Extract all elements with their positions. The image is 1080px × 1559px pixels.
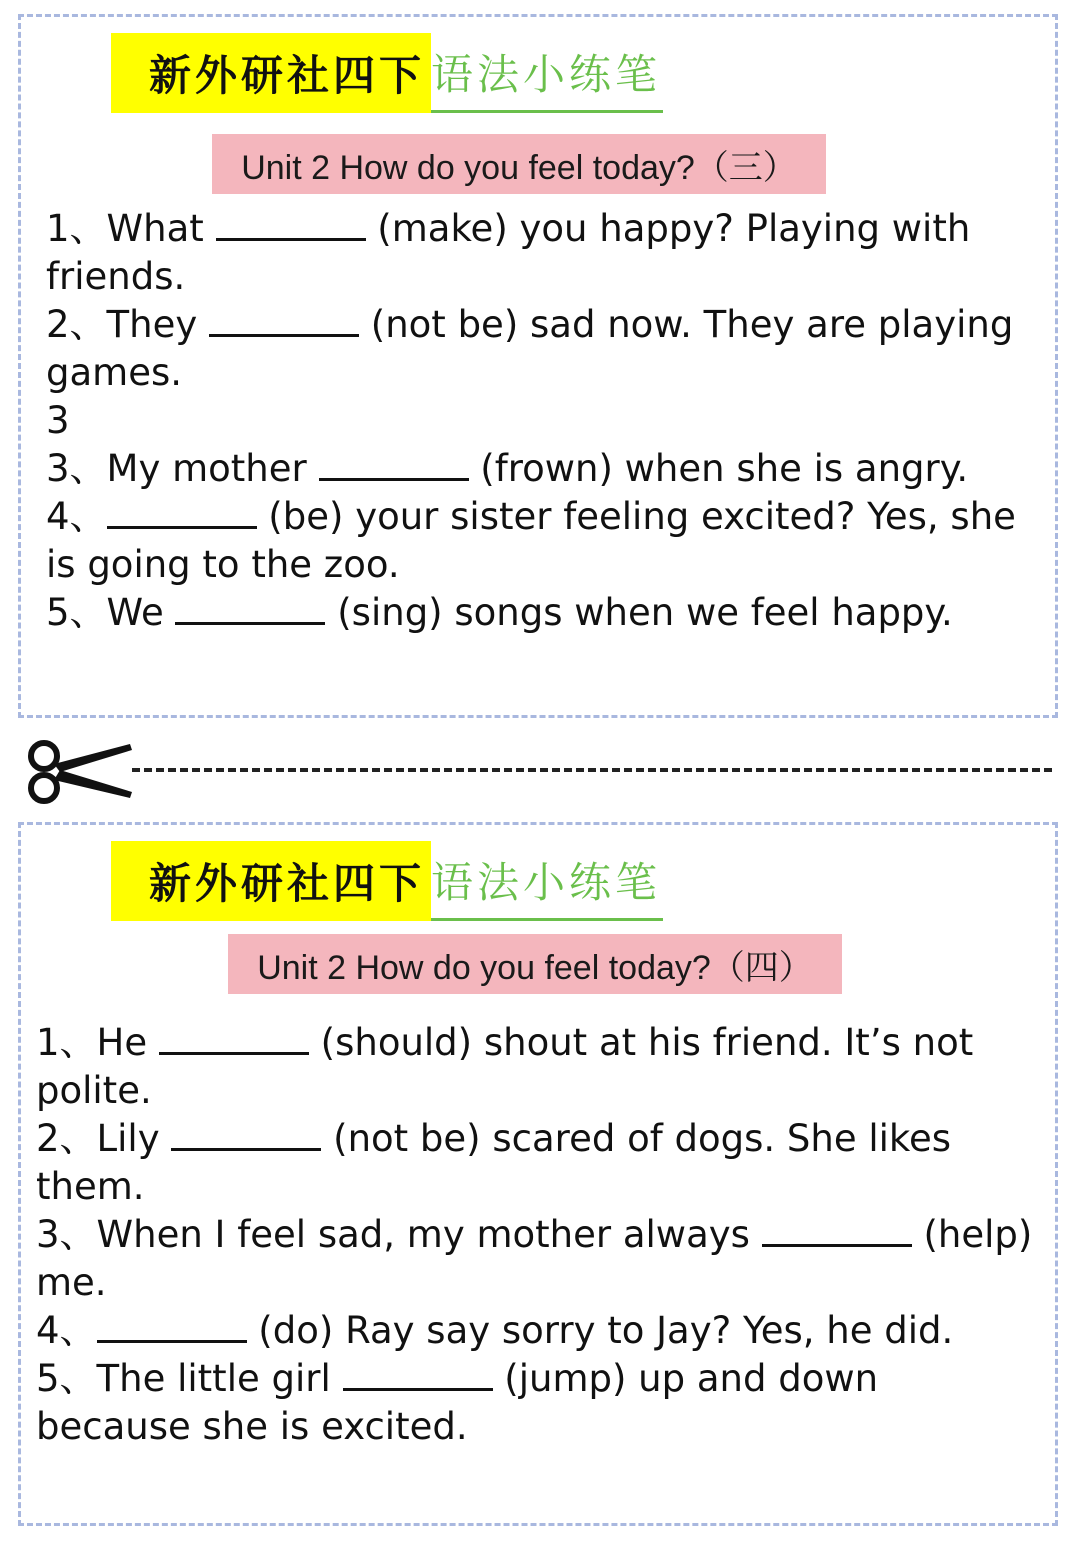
question-text-after: (make) you happy? Playing with friends. (46, 207, 971, 298)
cut-line (24, 736, 1060, 806)
answer-blank[interactable] (319, 448, 469, 481)
scissors-icon (24, 736, 136, 806)
answer-blank[interactable] (343, 1358, 493, 1391)
question-text-before: 1、What (46, 207, 216, 250)
question-text-before: 5、The little girl (36, 1357, 343, 1400)
question-text-before: 2、They (46, 303, 210, 346)
answer-blank[interactable] (762, 1214, 912, 1247)
question-list (36, 1019, 1043, 1451)
question-item (36, 1019, 1043, 1115)
question-item (46, 397, 1043, 445)
answer-blank[interactable] (216, 208, 366, 241)
answer-blank[interactable] (171, 1118, 321, 1151)
question-text-before: 4、 (46, 495, 107, 538)
question-item (46, 493, 1043, 589)
question-item (36, 1355, 1043, 1451)
answer-blank[interactable] (107, 496, 257, 529)
question-item (36, 1307, 1043, 1355)
worksheet-card-1 (18, 14, 1058, 718)
question-text-after: (sing) songs when we feel happy. (325, 591, 953, 634)
worksheet-card-2 (18, 822, 1058, 1526)
question-item (36, 1115, 1043, 1211)
question-text-after: (be) your sister feeling excited? Yes, she is going to the zoo. (46, 495, 1016, 586)
question-item (46, 589, 1043, 637)
question-text-after: (do) Ray say sorry to Jay? Yes, he did. (246, 1309, 954, 1352)
answer-blank[interactable] (175, 592, 325, 625)
unit-banner: Unit 2 How do you feel today?（三） (212, 134, 826, 194)
answer-blank[interactable] (209, 304, 359, 337)
question-text-before: 3、When I feel sad, my mother always (36, 1213, 762, 1256)
worksheet-title (111, 33, 663, 113)
question-item (46, 301, 1043, 397)
question-text-before: 2、Lily (36, 1117, 172, 1160)
question-text-after: (not be) scared of dogs. She likes them. (36, 1117, 952, 1208)
title-rest: 语法小练笔 (431, 841, 663, 921)
question-text-before: 5、We (46, 591, 176, 634)
answer-blank[interactable] (97, 1310, 247, 1343)
question-text-before: 1、He (36, 1021, 159, 1064)
question-text-before: 3、My mother (46, 447, 319, 490)
question-item (36, 1211, 1043, 1307)
question-text-before: 4、 (36, 1309, 97, 1352)
unit-banner: Unit 2 How do you feel today?（四） (228, 934, 842, 994)
question-text-after: (should) shout at his friend. It’s not polite. (36, 1021, 974, 1112)
question-text-after: (frown) when she is angry. (468, 447, 969, 490)
title-rest: 语法小练笔 (431, 33, 663, 113)
question-list (46, 205, 1043, 637)
question-text-before: 3 (46, 399, 70, 442)
question-item (46, 445, 1043, 493)
worksheet-title (111, 841, 663, 921)
title-highlight: 新外研社四下 (111, 33, 431, 113)
title-highlight: 新外研社四下 (111, 841, 431, 921)
cut-dash-line (132, 768, 1052, 772)
question-item (46, 205, 1043, 301)
question-text-after: (help) me. (36, 1213, 1033, 1304)
question-text-after: (not be) sad now. They are playing games. (46, 303, 1014, 394)
question-text-after: (jump) up and down because she is excited. (36, 1357, 879, 1448)
answer-blank[interactable] (159, 1022, 309, 1055)
